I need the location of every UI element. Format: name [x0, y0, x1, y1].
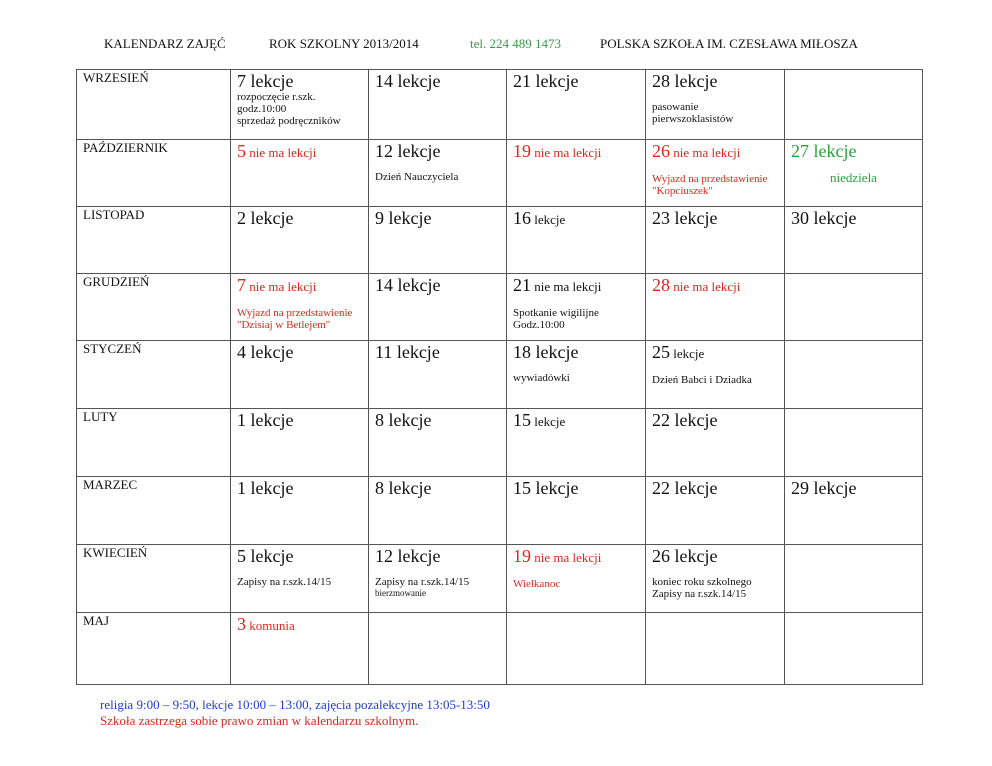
month-label: PAŹDZIERNIK: [77, 140, 231, 207]
month-label: KWIECIEŃ: [77, 545, 231, 613]
calendar-cell: [369, 341, 507, 409]
calendar-cell: [785, 140, 923, 207]
calendar-cell: [785, 274, 923, 341]
cell-lessons: 14 lekcje: [375, 71, 441, 91]
cell-note: Godz.10:00: [513, 319, 565, 331]
cell-note: Zapisy na r.szk.14/15: [652, 588, 747, 600]
cell-lessons: 22 lekcje: [652, 478, 718, 498]
cell-lessons: 19 nie ma lekcji: [513, 141, 602, 161]
cell-note: sprzedaż podręczników: [237, 115, 341, 127]
calendar-cell: [231, 409, 369, 477]
calendar-cell: [231, 613, 369, 685]
cell-lessons: 1 lekcje: [237, 410, 294, 430]
cell-lessons: 21 lekcje: [513, 71, 579, 91]
cell-note: koniec roku szkolnego: [652, 576, 752, 588]
calendar-cell: [231, 140, 369, 207]
cell-lessons: 5 nie ma lekcji: [237, 141, 317, 161]
cell-lessons: 21 nie ma lekcji: [513, 275, 602, 295]
month-label: MARZEC: [77, 477, 231, 545]
cell-lessons: 27 lekcje: [791, 141, 857, 161]
calendar-cell: [369, 140, 507, 207]
calendar-cell: [507, 140, 646, 207]
cell-lessons: 18 lekcje: [513, 342, 579, 362]
cell-note: Wyjazd na przedstawienie: [652, 173, 768, 185]
schedule-hours: religia 9:00 – 9:50, lekcje 10:00 – 13:00, zajęcia pozalekcyjne 13:05-13:50: [100, 697, 490, 712]
calendar-cell: [646, 613, 785, 685]
calendar-table: [76, 69, 923, 685]
calendar-cell: [507, 477, 646, 545]
cell-lessons: 11 lekcje: [375, 342, 440, 362]
cell-lessons: 12 lekcje: [375, 141, 441, 161]
calendar-cell: [231, 477, 369, 545]
cell-lessons: 5 lekcje: [237, 546, 294, 566]
cell-note: rozpoczęcie r.szk.: [237, 91, 316, 103]
calendar-cell: [646, 274, 785, 341]
cell-note: Dzień Nauczyciela: [375, 171, 459, 183]
cell-lessons: 12 lekcje: [375, 546, 441, 566]
cell-lessons: 28 lekcje: [652, 71, 718, 91]
calendar-cell: [646, 545, 785, 613]
calendar-cell: [646, 341, 785, 409]
calendar-cell: [507, 274, 646, 341]
cell-lessons: 3 komunia: [237, 614, 295, 634]
row-kwiecien: [77, 545, 923, 613]
calendar-cell: [646, 140, 785, 207]
calendar-cell: [785, 477, 923, 545]
calendar-cell: [369, 70, 507, 140]
cell-note: Zapisy na r.szk.14/15: [375, 576, 470, 588]
school-name: POLSKA SZKOŁA IM. CZESŁAWA MIŁOSZA: [600, 36, 858, 51]
cell-lessons: 15 lekcje: [513, 478, 579, 498]
cell-lessons: 19 nie ma lekcji: [513, 546, 602, 566]
calendar-cell: [785, 341, 923, 409]
row-pazdziernik: [77, 140, 923, 207]
calendar-cell: [785, 613, 923, 685]
cell-lessons: 2 lekcje: [237, 208, 294, 228]
calendar-cell: [507, 409, 646, 477]
cell-lessons: 30 lekcje: [791, 208, 857, 228]
disclaimer: Szkoła zastrzega sobie prawo zmian w kalendarzu szkolnym.: [100, 713, 419, 728]
calendar-cell: [507, 70, 646, 140]
cell-lessons: 26 lekcje: [652, 546, 718, 566]
calendar-cell: [369, 477, 507, 545]
row-grudzien: [77, 274, 923, 341]
phone-number: tel. 224 489 1473: [470, 36, 561, 51]
cell-note: wywiadówki: [513, 372, 570, 384]
calendar-cell: [369, 274, 507, 341]
calendar-cell: [785, 70, 923, 140]
cell-note: Wyjazd na przedstawienie: [237, 307, 353, 319]
cell-lessons: 29 lekcje: [791, 478, 857, 498]
calendar-cell: [646, 477, 785, 545]
cell-lessons: 16 lekcje: [513, 208, 566, 228]
calendar-cell: [369, 207, 507, 274]
calendar-cell: [231, 341, 369, 409]
row-marzec: [77, 477, 923, 545]
month-label: LISTOPAD: [77, 207, 231, 274]
row-wrzesien: [77, 70, 923, 140]
cell-lessons: 8 lekcje: [375, 410, 432, 430]
cell-note: Spotkanie wigilijne: [513, 307, 599, 319]
month-label: WRZESIEŃ: [77, 70, 231, 140]
cell-lessons: 4 lekcje: [237, 342, 294, 362]
cell-lessons: 25 lekcje: [652, 342, 705, 362]
cell-note: pierwszoklasistów: [652, 113, 734, 125]
row-luty: [77, 409, 923, 477]
cell-lessons: 1 lekcje: [237, 478, 294, 498]
row-styczen: [77, 341, 923, 409]
calendar-cell: [646, 70, 785, 140]
cell-note: Dzień Babci i Dziadka: [652, 374, 752, 386]
calendar-cell: [369, 409, 507, 477]
calendar-cell: [785, 207, 923, 274]
calendar-cell: [646, 207, 785, 274]
calendar-cell: [231, 274, 369, 341]
cell-note: Zapisy na r.szk.14/15: [237, 576, 332, 588]
cell-lessons: 28 nie ma lekcji: [652, 275, 741, 295]
month-label: GRUDZIEŃ: [77, 274, 231, 341]
calendar-cell: [507, 207, 646, 274]
cell-lessons: 7 lekcje: [237, 71, 294, 91]
row-maj: [77, 613, 923, 685]
month-label: STYCZEŃ: [77, 341, 231, 409]
cell-note: Wielkanoc: [513, 578, 561, 590]
calendar-cell: [231, 70, 369, 140]
cell-note: pasowanie: [652, 101, 699, 113]
school-year: ROK SZKOLNY 2013/2014: [269, 36, 419, 51]
row-listopad: [77, 207, 923, 274]
month-label: MAJ: [77, 613, 231, 685]
cell-lessons: 15 lekcje: [513, 410, 566, 430]
cell-lessons: 23 lekcje: [652, 208, 718, 228]
calendar-title: KALENDARZ ZAJĘĆ: [104, 36, 226, 51]
cell-note: "Kopciuszek": [652, 185, 713, 197]
calendar-cell: [369, 613, 507, 685]
cell-note: "Dzisiaj w Betlejem": [237, 319, 331, 331]
calendar-cell: [231, 545, 369, 613]
calendar-cell: [507, 613, 646, 685]
calendar-cell: [507, 545, 646, 613]
calendar-cell: [646, 409, 785, 477]
calendar-cell: [369, 545, 507, 613]
cell-note: godz.10:00: [237, 103, 287, 115]
cell-lessons: 8 lekcje: [375, 478, 432, 498]
footer-notes: [100, 697, 490, 729]
cell-lessons: 7 nie ma lekcji: [237, 275, 317, 295]
page-header: [0, 36, 992, 54]
calendar-cell: [785, 409, 923, 477]
calendar-cell: [785, 545, 923, 613]
month-label: LUTY: [77, 409, 231, 477]
cell-note: bierzmowanie: [375, 588, 426, 598]
cell-lessons: 14 lekcje: [375, 275, 441, 295]
cell-lessons: 9 lekcje: [375, 208, 432, 228]
cell-lessons: 22 lekcje: [652, 410, 718, 430]
cell-lessons: 26 nie ma lekcji: [652, 141, 741, 161]
calendar-cell: [507, 341, 646, 409]
calendar-cell: [231, 207, 369, 274]
cell-note: niedziela: [830, 170, 877, 185]
